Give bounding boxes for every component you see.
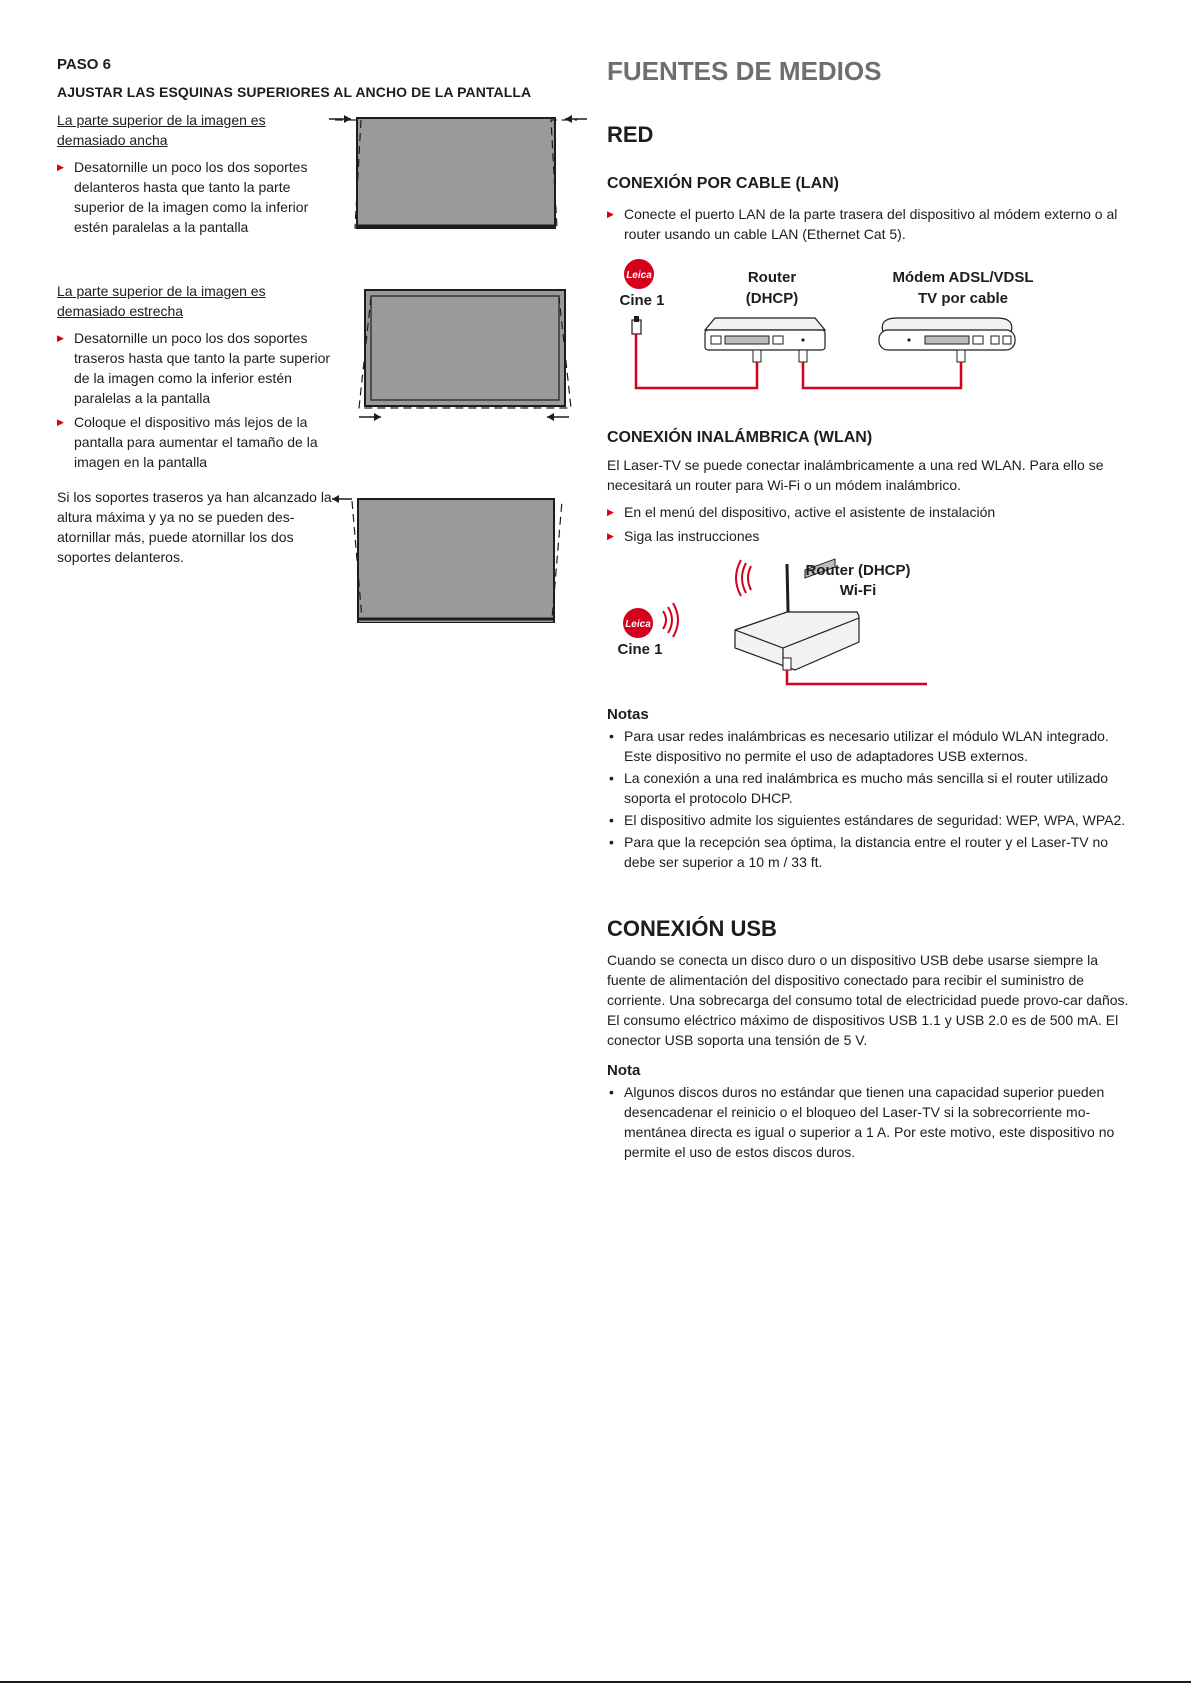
- case2-bullet: ▶ Coloque el dispositivo más lejos de la pantalla para aumentar el tamaño de la imagen en la pantalla: [57, 412, 335, 472]
- case1-heading-line2: demasiado ancha: [57, 132, 168, 148]
- notes-title: Notas: [607, 706, 649, 723]
- case2-bullet: ▶ Desatornille un poco los dos soportes traseros hasta que tanto la parte superior de la imagen como la inferior estén paralelas a la pantalla: [57, 328, 335, 408]
- lan-title: CONEXIÓN POR CABLE (LAN): [607, 175, 839, 192]
- case2-bullet-list: [57, 328, 335, 476]
- usb-note-title: Nota: [607, 1062, 641, 1079]
- projection-diagram-too-wide: [325, 112, 590, 242]
- usb-text: Cuando se conecta un disco duro o un dispositivo USB debe usarse siempre la fuente de alimentación del dispositivo conectado para recibir el suministro de corriente. Una sobrecarga del consumo total de electricidad puede provo-car daños. El consumo eléctrico máximo de dispositivos USB 1.1 y USB 2.0 es de 500 mA. El conector USB soporta una tensión de 5 V.: [607, 952, 1129, 1048]
- usb-notes-list: [607, 1082, 1137, 1164]
- wlan-router-label-2: Wi-Fi: [839, 582, 877, 599]
- page-title: FUENTES DE MEDIOS: [607, 56, 882, 86]
- lan-bullet: ▶ Conecte el puerto LAN de la parte trasera del dispositivo al módem externo o al router usando un cable LAN (Ethernet Cat 5).: [607, 204, 1137, 244]
- lan-router-label-2: (DHCP): [745, 290, 799, 307]
- note-item: • Para que la recepción sea óptima, la distancia entre el router y el Laser-TV no debe ser superior a 10 m / 33 ft.: [607, 832, 1137, 872]
- step-subtitle: AJUSTAR LAS ESQUINAS SUPERIORES AL ANCHO DE LA PANTALLA: [57, 84, 532, 100]
- lan-device-label: Cine 1: [619, 292, 665, 309]
- note-item: • La conexión a una red inalámbrica es mucho más sencilla si el router utilizado soporta el protocolo DHCP.: [607, 768, 1137, 808]
- case1-heading-line1: La parte superior de la imagen es: [57, 112, 266, 128]
- case2-heading-line1: La parte superior de la imagen es: [57, 283, 266, 299]
- lan-bullet-list: [607, 204, 1137, 248]
- wlan-device-label: Cine 1: [617, 641, 663, 658]
- wlan-title: CONEXIÓN INALÁMBRICA (WLAN): [607, 429, 873, 446]
- bottom-rule: [0, 1681, 1191, 1683]
- wlan-router-label-1: Router (DHCP): [805, 562, 911, 579]
- wlan-bullet-list: [607, 502, 1137, 550]
- lan-modem-label-2: TV por cable: [917, 290, 1009, 307]
- note-item: • Para usar redes inalámbricas es necesario utilizar el módulo WLAN integrado. Este dispositivo no permite el uso de adaptadores USB externos.: [607, 726, 1137, 766]
- case2-heading-line2: demasiado estrecha: [57, 303, 184, 319]
- case1-bullet: ▶ Desatornille un poco los dos soportes delanteros hasta que tanto la parte superior de la imagen como la inferior estén paralelas a la pantalla: [57, 157, 335, 237]
- usb-note-item: • Algunos discos duros no estándar que tienen una capacidad superior pueden desencadenar el reinicio o el bloqueo del Laser-TV si la sobrecorriente mo-mentánea directa es igual o superior a 1 A. Por este motivo, este dispositivo no permite el uso de estos discos duros.: [607, 1082, 1137, 1162]
- projection-diagram-too-narrow: [355, 287, 595, 427]
- leica-logo-text: Leica: [626, 270, 652, 281]
- lan-router-label-1: Router: [747, 269, 797, 286]
- projection-diagram-front-supports: [330, 493, 595, 623]
- case1-bullet-list: [57, 157, 335, 241]
- note-item: • El dispositivo admite los siguientes estándares de seguridad: WEP, WPA, WPA2.: [607, 810, 1137, 830]
- case3-text: Si los soportes traseros ya han alcanzado la altura máxima y ya no se pueden des-atornillar más, puede atornillar los dos soportes delanteros.: [57, 489, 332, 565]
- step-title: PASO 6: [57, 56, 111, 73]
- wlan-text: El Laser-TV se puede conectar inalámbricamente a una red WLAN. Para ello se necesitará un router para Wi-Fi o un módem inalámbrico.: [607, 457, 1104, 493]
- wlan-bullet: ▶ Siga las instrucciones: [607, 526, 1137, 546]
- wlan-bullet: ▶ En el menú del dispositivo, active el asistente de instalación: [607, 502, 1137, 522]
- usb-title: CONEXIÓN USB: [607, 916, 777, 941]
- section-title-red: RED: [607, 122, 654, 147]
- case2-heading: [57, 281, 337, 321]
- lan-modem-label-1: Módem ADSL/VDSL: [892, 269, 1034, 286]
- leica-logo-text: Leica: [625, 619, 651, 630]
- notes-list: [607, 726, 1137, 874]
- case1-heading: [57, 110, 337, 150]
